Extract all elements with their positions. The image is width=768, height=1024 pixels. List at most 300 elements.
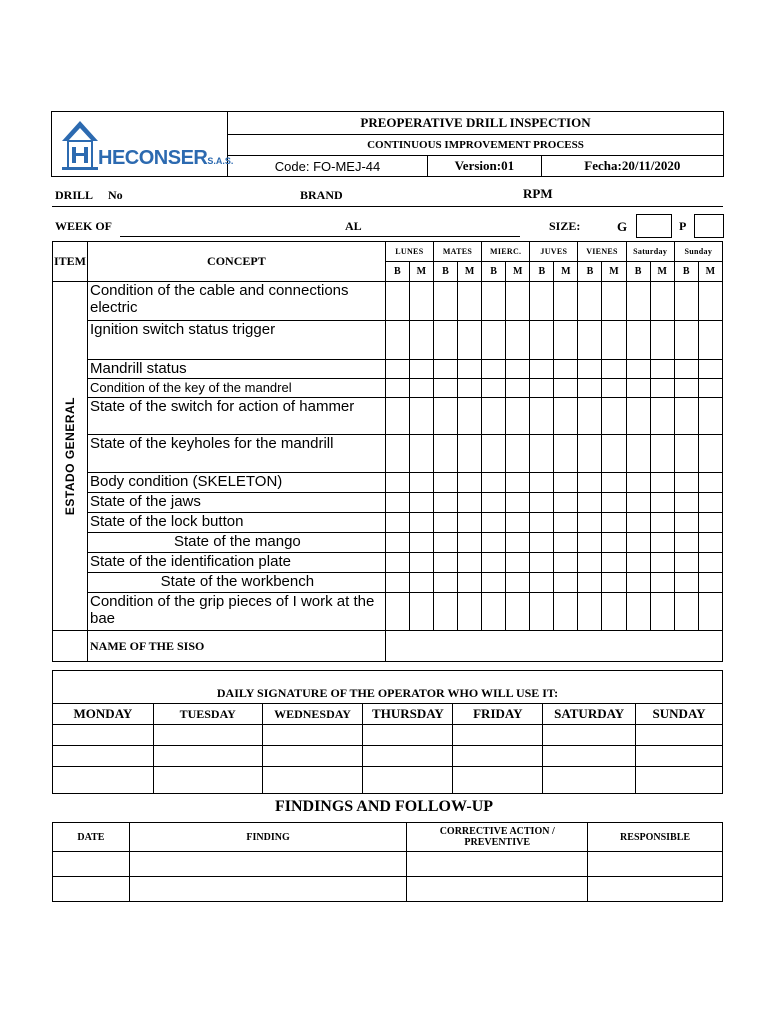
- check-cell[interactable]: [626, 533, 650, 553]
- check-cell[interactable]: [578, 398, 602, 435]
- check-cell[interactable]: [626, 360, 650, 379]
- check-cell[interactable]: [385, 321, 409, 360]
- size-g-label: G: [617, 219, 628, 234]
- check-cell[interactable]: [458, 282, 482, 321]
- signature-cell[interactable]: [53, 767, 154, 794]
- day-header-mon: LUNES: [385, 242, 433, 262]
- signature-cell[interactable]: [543, 725, 636, 746]
- check-cell[interactable]: [433, 533, 457, 553]
- check-cell[interactable]: [385, 398, 409, 435]
- signature-cell[interactable]: [363, 746, 453, 767]
- form-date: Fecha:20/11/2020: [541, 156, 723, 177]
- check-cell[interactable]: [506, 398, 530, 435]
- check-cell[interactable]: [674, 282, 698, 321]
- findings-row: [53, 852, 723, 877]
- day-header-tue: MATES: [433, 242, 481, 262]
- check-cell[interactable]: [385, 435, 409, 473]
- concept-header: CONCEPT: [87, 242, 385, 282]
- check-cell[interactable]: [602, 473, 626, 493]
- check-cell[interactable]: [458, 435, 482, 473]
- check-cell[interactable]: [698, 573, 722, 593]
- check-cell[interactable]: [482, 379, 506, 398]
- check-cell[interactable]: [458, 360, 482, 379]
- table-row: [53, 473, 723, 493]
- table-row: [53, 493, 723, 513]
- check-cell[interactable]: [554, 513, 578, 533]
- check-cell[interactable]: [482, 282, 506, 321]
- check-cell[interactable]: [482, 533, 506, 553]
- rpm-label: RPM: [523, 186, 553, 201]
- check-cell[interactable]: [458, 321, 482, 360]
- check-cell[interactable]: [482, 321, 506, 360]
- check-cell[interactable]: [698, 379, 722, 398]
- size-p-box[interactable]: [694, 214, 724, 238]
- check-cell[interactable]: [458, 398, 482, 435]
- signature-cell[interactable]: [636, 767, 723, 794]
- day-header-sat: Saturday: [626, 242, 674, 262]
- check-cell[interactable]: [506, 435, 530, 473]
- check-cell[interactable]: [458, 533, 482, 553]
- sig-day-tuesday: TUESDAY: [153, 704, 262, 725]
- sig-day-saturday: SATURDAY: [543, 704, 636, 725]
- check-cell[interactable]: [433, 473, 457, 493]
- check-cell[interactable]: [650, 398, 674, 435]
- table-row: [53, 379, 723, 398]
- check-cell[interactable]: [482, 435, 506, 473]
- findings-row: [53, 877, 723, 902]
- check-cell[interactable]: [650, 360, 674, 379]
- check-cell[interactable]: [578, 533, 602, 553]
- check-cell[interactable]: [554, 435, 578, 473]
- check-cell[interactable]: [602, 398, 626, 435]
- table-row: [53, 533, 723, 553]
- check-cell[interactable]: [506, 493, 530, 513]
- findings-cell[interactable]: [407, 877, 588, 902]
- concept-cell: Ignition switch status trigger: [87, 321, 385, 360]
- check-cell[interactable]: [506, 282, 530, 321]
- form-header: [51, 111, 724, 177]
- check-cell[interactable]: [554, 473, 578, 493]
- check-cell[interactable]: [385, 573, 409, 593]
- check-cell[interactable]: [698, 553, 722, 573]
- check-cell[interactable]: [650, 533, 674, 553]
- check-cell[interactable]: [578, 593, 602, 631]
- check-cell[interactable]: [409, 398, 433, 435]
- check-cell[interactable]: [578, 553, 602, 573]
- table-row: [53, 513, 723, 533]
- size-g-box[interactable]: [636, 214, 672, 238]
- section-label-cell: [53, 282, 88, 631]
- check-cell[interactable]: [650, 473, 674, 493]
- check-cell[interactable]: [602, 513, 626, 533]
- check-cell[interactable]: [650, 282, 674, 321]
- bm-header-b: B: [626, 262, 650, 282]
- concept-cell: State of the switch for action of hammer: [87, 398, 385, 435]
- findings-cell[interactable]: [588, 877, 723, 902]
- signature-cell[interactable]: [153, 746, 262, 767]
- findings-cell[interactable]: [53, 877, 130, 902]
- findings-title: FINDINGS AND FOLLOW-UP: [274, 798, 494, 815]
- check-cell[interactable]: [554, 282, 578, 321]
- check-cell[interactable]: [554, 593, 578, 631]
- day-header-fri: VIENES: [578, 242, 626, 262]
- check-cell[interactable]: [506, 321, 530, 360]
- al-label: AL: [345, 219, 362, 233]
- check-cell[interactable]: [602, 379, 626, 398]
- check-cell[interactable]: [602, 321, 626, 360]
- check-cell[interactable]: [578, 573, 602, 593]
- check-cell[interactable]: [482, 593, 506, 631]
- check-cell[interactable]: [674, 321, 698, 360]
- check-cell[interactable]: [578, 379, 602, 398]
- signature-cell[interactable]: [153, 725, 262, 746]
- check-cell[interactable]: [530, 282, 554, 321]
- check-cell[interactable]: [674, 573, 698, 593]
- check-cell[interactable]: [626, 593, 650, 631]
- concept-cell: State of the workbench: [87, 573, 385, 593]
- findings-cell[interactable]: [53, 852, 130, 877]
- sig-day-monday: MONDAY: [53, 704, 154, 725]
- check-cell[interactable]: [385, 553, 409, 573]
- check-cell[interactable]: [409, 553, 433, 573]
- house-icon: [60, 119, 100, 171]
- form-version: Version:01: [428, 156, 542, 177]
- check-cell[interactable]: [674, 533, 698, 553]
- check-cell[interactable]: [674, 593, 698, 631]
- check-cell[interactable]: [530, 593, 554, 631]
- check-cell[interactable]: [578, 473, 602, 493]
- check-cell[interactable]: [482, 493, 506, 513]
- check-cell[interactable]: [602, 593, 626, 631]
- check-cell[interactable]: [385, 493, 409, 513]
- signature-title: DAILY SIGNATURE OF THE OPERATOR WHO WILL USE IT:: [53, 671, 723, 704]
- brand-label: BRAND: [300, 188, 343, 202]
- check-cell[interactable]: [626, 435, 650, 473]
- check-cell[interactable]: [385, 533, 409, 553]
- check-cell[interactable]: [433, 493, 457, 513]
- bm-header-b: B: [674, 262, 698, 282]
- concept-cell: Condition of the cable and connections electric: [87, 282, 385, 321]
- check-cell[interactable]: [409, 321, 433, 360]
- signature-row: [53, 767, 723, 794]
- signature-cell[interactable]: [53, 746, 154, 767]
- sig-day-thursday: THURSDAY: [363, 704, 453, 725]
- check-cell[interactable]: [458, 553, 482, 573]
- check-cell[interactable]: [650, 513, 674, 533]
- findings-col-date: DATE: [53, 823, 130, 852]
- check-cell[interactable]: [626, 473, 650, 493]
- table-row: [53, 360, 723, 379]
- sig-day-wednesday: WEDNESDAY: [262, 704, 363, 725]
- signature-cell[interactable]: [262, 767, 363, 794]
- check-cell[interactable]: [698, 493, 722, 513]
- check-cell[interactable]: [458, 513, 482, 533]
- concept-cell: State of the keyholes for the mandrill: [87, 435, 385, 473]
- signature-cell[interactable]: [453, 725, 543, 746]
- signature-cell[interactable]: [262, 725, 363, 746]
- findings-table: [52, 822, 723, 902]
- check-cell[interactable]: [530, 360, 554, 379]
- bm-header-b: B: [433, 262, 457, 282]
- findings-col-finding: FINDING: [129, 823, 406, 852]
- form-code: Code: FO-MEJ-44: [228, 156, 428, 177]
- check-cell[interactable]: [433, 435, 457, 473]
- check-cell[interactable]: [578, 493, 602, 513]
- check-cell[interactable]: [433, 593, 457, 631]
- table-row: [53, 553, 723, 573]
- check-cell[interactable]: [626, 573, 650, 593]
- check-cell[interactable]: [602, 360, 626, 379]
- check-cell[interactable]: [554, 360, 578, 379]
- signature-cell[interactable]: [153, 767, 262, 794]
- section-label: ESTADO GENERAL: [62, 396, 77, 516]
- check-cell[interactable]: [674, 435, 698, 473]
- check-cell[interactable]: [530, 513, 554, 533]
- check-cell[interactable]: [578, 321, 602, 360]
- concept-cell: Condition of the grip pieces of I work at the bae: [87, 593, 385, 631]
- signature-cell[interactable]: [543, 746, 636, 767]
- signature-cell[interactable]: [453, 746, 543, 767]
- check-cell[interactable]: [409, 533, 433, 553]
- check-cell[interactable]: [602, 573, 626, 593]
- siso-label: NAME OF THE SISO: [87, 631, 385, 662]
- check-cell[interactable]: [650, 321, 674, 360]
- signature-cell[interactable]: [363, 725, 453, 746]
- check-cell[interactable]: [409, 282, 433, 321]
- check-cell[interactable]: [433, 321, 457, 360]
- check-cell[interactable]: [506, 360, 530, 379]
- findings-cell[interactable]: [129, 852, 406, 877]
- size-label: SIZE:: [549, 219, 581, 233]
- check-cell[interactable]: [409, 473, 433, 493]
- check-cell[interactable]: [433, 553, 457, 573]
- check-cell[interactable]: [530, 321, 554, 360]
- check-cell[interactable]: [482, 360, 506, 379]
- sig-day-friday: FRIDAY: [453, 704, 543, 725]
- day-header-thu: JUVES: [530, 242, 578, 262]
- check-cell[interactable]: [530, 493, 554, 513]
- signature-cell[interactable]: [453, 767, 543, 794]
- signature-row: [53, 746, 723, 767]
- signature-cell[interactable]: [262, 746, 363, 767]
- check-cell[interactable]: [433, 360, 457, 379]
- logo-cell: [52, 112, 234, 177]
- company-logo: [52, 113, 234, 175]
- signature-cell[interactable]: [543, 767, 636, 794]
- signature-table: [52, 670, 723, 794]
- check-cell[interactable]: [506, 573, 530, 593]
- form-title: PREOPERATIVE DRILL INSPECTION: [228, 112, 724, 135]
- check-cell[interactable]: [578, 282, 602, 321]
- week-of-label: WEEK OF: [55, 219, 113, 233]
- table-row: [53, 435, 723, 473]
- check-cell[interactable]: [554, 573, 578, 593]
- check-cell[interactable]: [433, 398, 457, 435]
- check-cell[interactable]: [674, 493, 698, 513]
- concept-cell: State of the jaws: [87, 493, 385, 513]
- check-cell[interactable]: [626, 513, 650, 533]
- drill-no-label: No: [108, 188, 123, 202]
- week-line: [120, 236, 520, 237]
- check-cell[interactable]: [554, 379, 578, 398]
- check-cell[interactable]: [554, 321, 578, 360]
- check-cell[interactable]: [674, 513, 698, 533]
- check-cell[interactable]: [506, 533, 530, 553]
- check-cell[interactable]: [458, 379, 482, 398]
- check-cell[interactable]: [554, 533, 578, 553]
- day-header-wed: MIERC.: [482, 242, 530, 262]
- check-cell[interactable]: [530, 435, 554, 473]
- check-cell[interactable]: [698, 513, 722, 533]
- check-cell[interactable]: [602, 282, 626, 321]
- check-cell[interactable]: [578, 513, 602, 533]
- findings-cell[interactable]: [588, 852, 723, 877]
- check-cell[interactable]: [530, 473, 554, 493]
- check-cell[interactable]: [698, 321, 722, 360]
- divider: [52, 206, 723, 207]
- table-row: [53, 573, 723, 593]
- findings-cell[interactable]: [129, 877, 406, 902]
- check-cell[interactable]: [650, 493, 674, 513]
- logo-suffix: S.A.S.: [207, 156, 234, 166]
- check-cell[interactable]: [385, 360, 409, 379]
- check-cell[interactable]: [385, 593, 409, 631]
- check-cell[interactable]: [506, 553, 530, 573]
- check-cell[interactable]: [433, 573, 457, 593]
- check-cell[interactable]: [506, 513, 530, 533]
- check-cell[interactable]: [482, 573, 506, 593]
- check-cell[interactable]: [458, 573, 482, 593]
- check-cell[interactable]: [506, 473, 530, 493]
- check-cell[interactable]: [626, 398, 650, 435]
- concept-cell: State of the lock button: [87, 513, 385, 533]
- concept-cell: State of the identification plate: [87, 553, 385, 573]
- table-row: [53, 282, 723, 321]
- day-header-sun: Sunday: [674, 242, 722, 262]
- bm-header-m: M: [409, 262, 433, 282]
- concept-cell: Body condition (SKELETON): [87, 473, 385, 493]
- table-row: [53, 321, 723, 360]
- check-cell[interactable]: [385, 379, 409, 398]
- check-cell[interactable]: [626, 553, 650, 573]
- findings-cell[interactable]: [407, 852, 588, 877]
- check-cell[interactable]: [506, 593, 530, 631]
- check-cell[interactable]: [554, 493, 578, 513]
- check-cell[interactable]: [530, 573, 554, 593]
- bm-header-m: M: [554, 262, 578, 282]
- check-cell[interactable]: [385, 282, 409, 321]
- check-cell[interactable]: [650, 435, 674, 473]
- bm-header-m: M: [602, 262, 626, 282]
- check-cell[interactable]: [482, 553, 506, 573]
- table-row: [53, 593, 723, 631]
- check-cell[interactable]: [458, 593, 482, 631]
- check-cell[interactable]: [650, 573, 674, 593]
- check-cell[interactable]: [409, 360, 433, 379]
- check-cell[interactable]: [626, 282, 650, 321]
- size-p-label: P: [679, 219, 687, 233]
- check-cell[interactable]: [409, 435, 433, 473]
- check-cell[interactable]: [674, 398, 698, 435]
- check-cell[interactable]: [409, 493, 433, 513]
- check-cell[interactable]: [698, 473, 722, 493]
- check-cell[interactable]: [530, 553, 554, 573]
- check-cell[interactable]: [650, 553, 674, 573]
- bm-header-b: B: [578, 262, 602, 282]
- check-cell[interactable]: [482, 513, 506, 533]
- check-cell[interactable]: [530, 533, 554, 553]
- check-cell[interactable]: [674, 379, 698, 398]
- concept-cell: State of the mango: [87, 533, 385, 553]
- check-cell[interactable]: [674, 473, 698, 493]
- check-cell[interactable]: [530, 379, 554, 398]
- check-cell[interactable]: [554, 553, 578, 573]
- concept-cell: Mandrill status: [87, 360, 385, 379]
- check-cell[interactable]: [385, 473, 409, 493]
- drill-label: DRILL: [55, 188, 94, 202]
- check-cell[interactable]: [650, 593, 674, 631]
- check-cell[interactable]: [433, 282, 457, 321]
- check-cell[interactable]: [626, 321, 650, 360]
- check-cell[interactable]: [698, 282, 722, 321]
- bm-header-b: B: [530, 262, 554, 282]
- check-cell[interactable]: [409, 379, 433, 398]
- signature-cell[interactable]: [53, 725, 154, 746]
- bm-header-b: B: [482, 262, 506, 282]
- check-cell[interactable]: [650, 379, 674, 398]
- bm-header-m: M: [650, 262, 674, 282]
- check-cell[interactable]: [578, 435, 602, 473]
- inspection-grid: [52, 241, 723, 662]
- check-cell[interactable]: [530, 398, 554, 435]
- check-cell[interactable]: [554, 398, 578, 435]
- check-cell[interactable]: [433, 513, 457, 533]
- check-cell[interactable]: [385, 513, 409, 533]
- table-row: [53, 398, 723, 435]
- check-cell[interactable]: [409, 513, 433, 533]
- check-cell[interactable]: [698, 360, 722, 379]
- check-cell[interactable]: [602, 493, 626, 513]
- check-cell[interactable]: [602, 553, 626, 573]
- check-cell[interactable]: [698, 593, 722, 631]
- check-cell[interactable]: [626, 379, 650, 398]
- check-cell[interactable]: [409, 573, 433, 593]
- bm-header-m: M: [458, 262, 482, 282]
- check-cell[interactable]: [674, 553, 698, 573]
- siso-row: [53, 631, 723, 662]
- check-cell[interactable]: [458, 493, 482, 513]
- check-cell[interactable]: [578, 360, 602, 379]
- check-cell[interactable]: [602, 533, 626, 553]
- check-cell[interactable]: [482, 398, 506, 435]
- check-cell[interactable]: [674, 360, 698, 379]
- siso-empty-cell: [53, 631, 88, 662]
- check-cell[interactable]: [409, 593, 433, 631]
- check-cell[interactable]: [698, 533, 722, 553]
- check-cell[interactable]: [506, 379, 530, 398]
- check-cell[interactable]: [482, 473, 506, 493]
- check-cell[interactable]: [698, 435, 722, 473]
- siso-name-field[interactable]: [385, 631, 722, 662]
- check-cell[interactable]: [458, 473, 482, 493]
- signature-cell[interactable]: [636, 746, 723, 767]
- check-cell[interactable]: [698, 398, 722, 435]
- signature-cell[interactable]: [363, 767, 453, 794]
- check-cell[interactable]: [602, 435, 626, 473]
- check-cell[interactable]: [626, 493, 650, 513]
- signature-cell[interactable]: [636, 725, 723, 746]
- check-cell[interactable]: [433, 379, 457, 398]
